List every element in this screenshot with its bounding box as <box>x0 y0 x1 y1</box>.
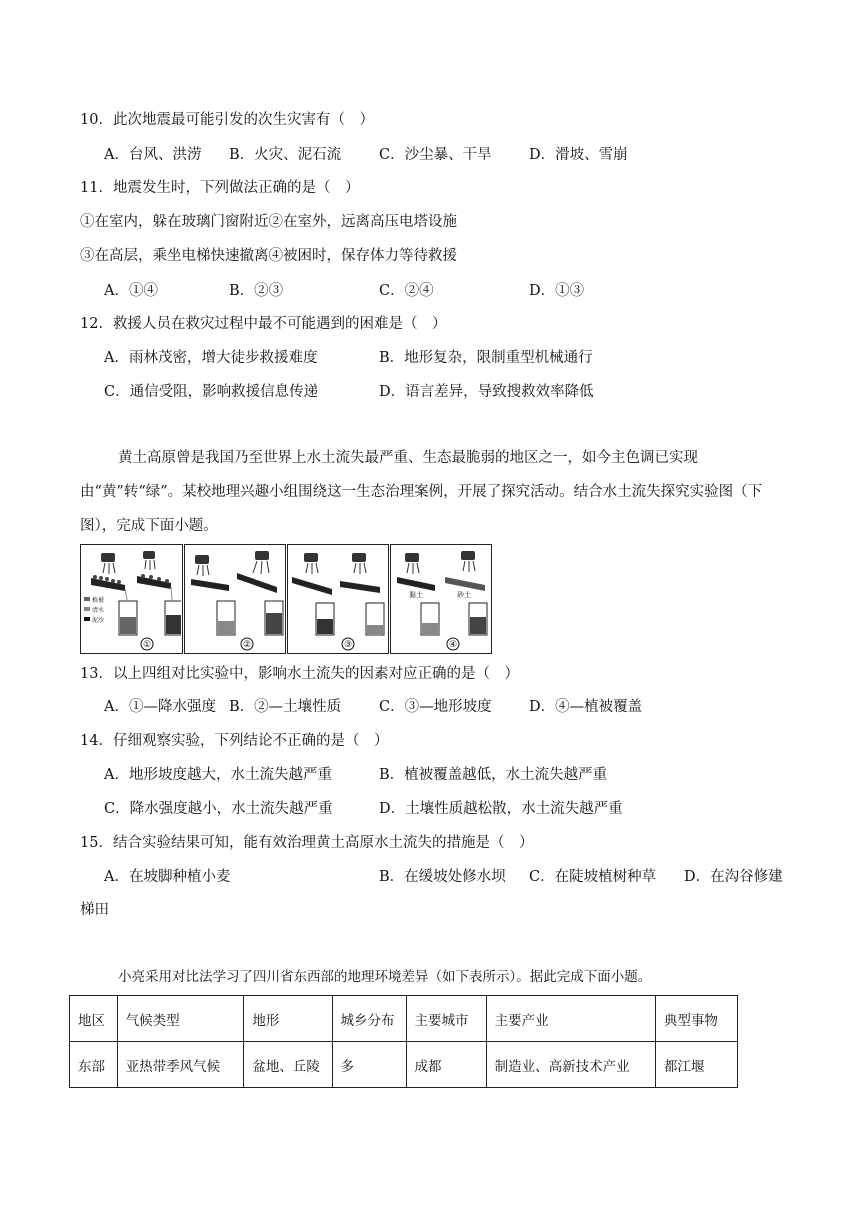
q15-option-d[interactable]: D．在沟谷修建 <box>684 869 783 885</box>
header-climate: 气候类型 <box>117 996 244 1042</box>
cell-urban-rural: 多 <box>332 1042 406 1088</box>
q10-option-c[interactable]: C．沙尘暴、干旱 <box>379 147 492 163</box>
q11-option-a[interactable]: A．①④ <box>104 283 158 299</box>
q15-option-a[interactable]: A．在坡脚种植小麦 <box>104 869 231 885</box>
q12-option-b[interactable]: B．地形复杂，限制重型机械通行 <box>379 350 593 366</box>
experiment-panel-4 <box>390 544 492 654</box>
header-main-cities: 主要城市 <box>406 996 486 1042</box>
experiment-panel-2 <box>184 544 286 654</box>
q14-option-c[interactable]: C．降水强度越小，水土流失越严重 <box>104 801 333 817</box>
table-row <box>70 1042 738 1088</box>
experiment-panel-3 <box>287 544 389 654</box>
experiment-panel-1 <box>80 544 183 654</box>
experiment-4-drawing <box>391 545 490 652</box>
legend-vegetation: 植被 <box>92 597 105 604</box>
header-terrain: 地形 <box>244 996 332 1042</box>
cell-main-cities: 成都 <box>406 1042 486 1088</box>
question-10-stem: 10．此次地震最可能引发的次生灾害有（ ） <box>80 112 374 128</box>
q11-option-c[interactable]: C．②④ <box>379 283 434 299</box>
panel-number-1: ① <box>142 640 152 650</box>
q11-option-d[interactable]: D．①③ <box>529 283 585 299</box>
q12-option-c[interactable]: C．通信受阻，影响救援信息传递 <box>104 384 319 400</box>
q10-option-a[interactable]: A．台风、洪涝 <box>104 147 202 163</box>
cell-typical-features: 都江堰 <box>655 1042 737 1088</box>
panel-number-3: ③ <box>343 640 353 650</box>
q15-option-d-wrap: 梯田 <box>80 902 109 918</box>
question-15-stem: 15．结合实验结果可知，能有效治理黄土高原水土流失的措施是（ ） <box>80 835 534 851</box>
cell-climate: 亚热带季风气候 <box>117 1042 244 1088</box>
soil-label-clay: 黏土 <box>409 591 423 599</box>
q14-option-d[interactable]: D．土壤性质越松散，水土流失越严重 <box>379 801 623 817</box>
q12-option-a[interactable]: A．雨林茂密，增大徒步救援难度 <box>104 350 318 366</box>
soil-label-sand: 砂土 <box>457 591 471 599</box>
header-urban-rural: 城乡分布 <box>332 996 406 1042</box>
sichuan-comparison-table <box>69 995 738 1088</box>
header-main-industries: 主要产业 <box>486 996 655 1042</box>
panel-number-2: ② <box>242 640 252 650</box>
question-11-stem: 11．地震发生时，下列做法正确的是（ ） <box>80 180 360 196</box>
q15-option-b[interactable]: B．在缓坡处修水坝 <box>379 869 506 885</box>
table-header-row <box>70 996 738 1042</box>
loess-plateau-passage: 黄土高原曾是我国乃至世界上水土流失最严重、生态最脆弱的地区之一，如今主色调已实现由“黄”转“绿”。某校地理兴趣小组围绕这一生态治理案例，开展了探究活动。结合水土流失探究实验图（下图），完成下面小题。 <box>80 450 763 534</box>
q13-option-b[interactable]: B．②—土壤性质 <box>229 699 342 715</box>
soil-erosion-experiment-figure <box>80 544 492 656</box>
q10-option-d[interactable]: D．滑坡、雪崩 <box>529 147 628 163</box>
question-13-stem: 13．以上四组对比实验中，影响水土流失的因素对应正确的是（ ） <box>80 666 519 682</box>
q11-statements-1-2: ①在室内，躲在玻璃门窗附近②在室外，远离高压电塔设施 <box>80 214 457 230</box>
header-region: 地区 <box>70 996 118 1042</box>
cell-main-industries: 制造业、高新技术产业 <box>486 1042 655 1088</box>
legend-sediment: 泥沙 <box>92 617 105 624</box>
question-14-stem: 14．仔细观察实验，下列结论不正确的是（ ） <box>80 733 389 749</box>
cell-terrain: 盆地、丘陵 <box>244 1042 332 1088</box>
experiment-1-drawing <box>81 545 181 652</box>
experiment-2-drawing <box>185 545 284 652</box>
cell-region: 东部 <box>70 1042 118 1088</box>
q14-option-a[interactable]: A．地形坡度越大，水土流失越严重 <box>104 767 332 783</box>
q12-option-d[interactable]: D．语言差异，导致搜救效率降低 <box>379 384 594 400</box>
q13-option-a[interactable]: A．①—降水强度 <box>104 699 216 715</box>
panel-number-4: ④ <box>448 640 458 650</box>
experiment-3-drawing <box>288 545 387 652</box>
sichuan-comparison-passage: 小亮采用对比法学习了四川省东西部的地理环境差异（如下表所示）。据此完成下面小题。 <box>118 969 652 985</box>
q11-option-b[interactable]: B．②③ <box>229 283 284 299</box>
header-typical-features: 典型事物 <box>655 996 737 1042</box>
q14-option-b[interactable]: B．植被覆盖越低，水土流失越严重 <box>379 767 608 783</box>
q15-option-c[interactable]: C．在陡坡植树种草 <box>529 869 657 885</box>
question-12-stem: 12．救援人员在救灾过程中最不可能遇到的困难是（ ） <box>80 316 447 332</box>
q10-option-b[interactable]: B．火灾、泥石流 <box>229 147 342 163</box>
q13-option-d[interactable]: D．④—植被覆盖 <box>529 699 643 715</box>
q13-option-c[interactable]: C．③—地形坡度 <box>379 699 492 715</box>
q11-statements-3-4: ③在高层，乘坐电梯快速撤离④被困时，保存体力等待救援 <box>80 248 457 264</box>
legend-clear-water: 清水 <box>92 607 105 614</box>
